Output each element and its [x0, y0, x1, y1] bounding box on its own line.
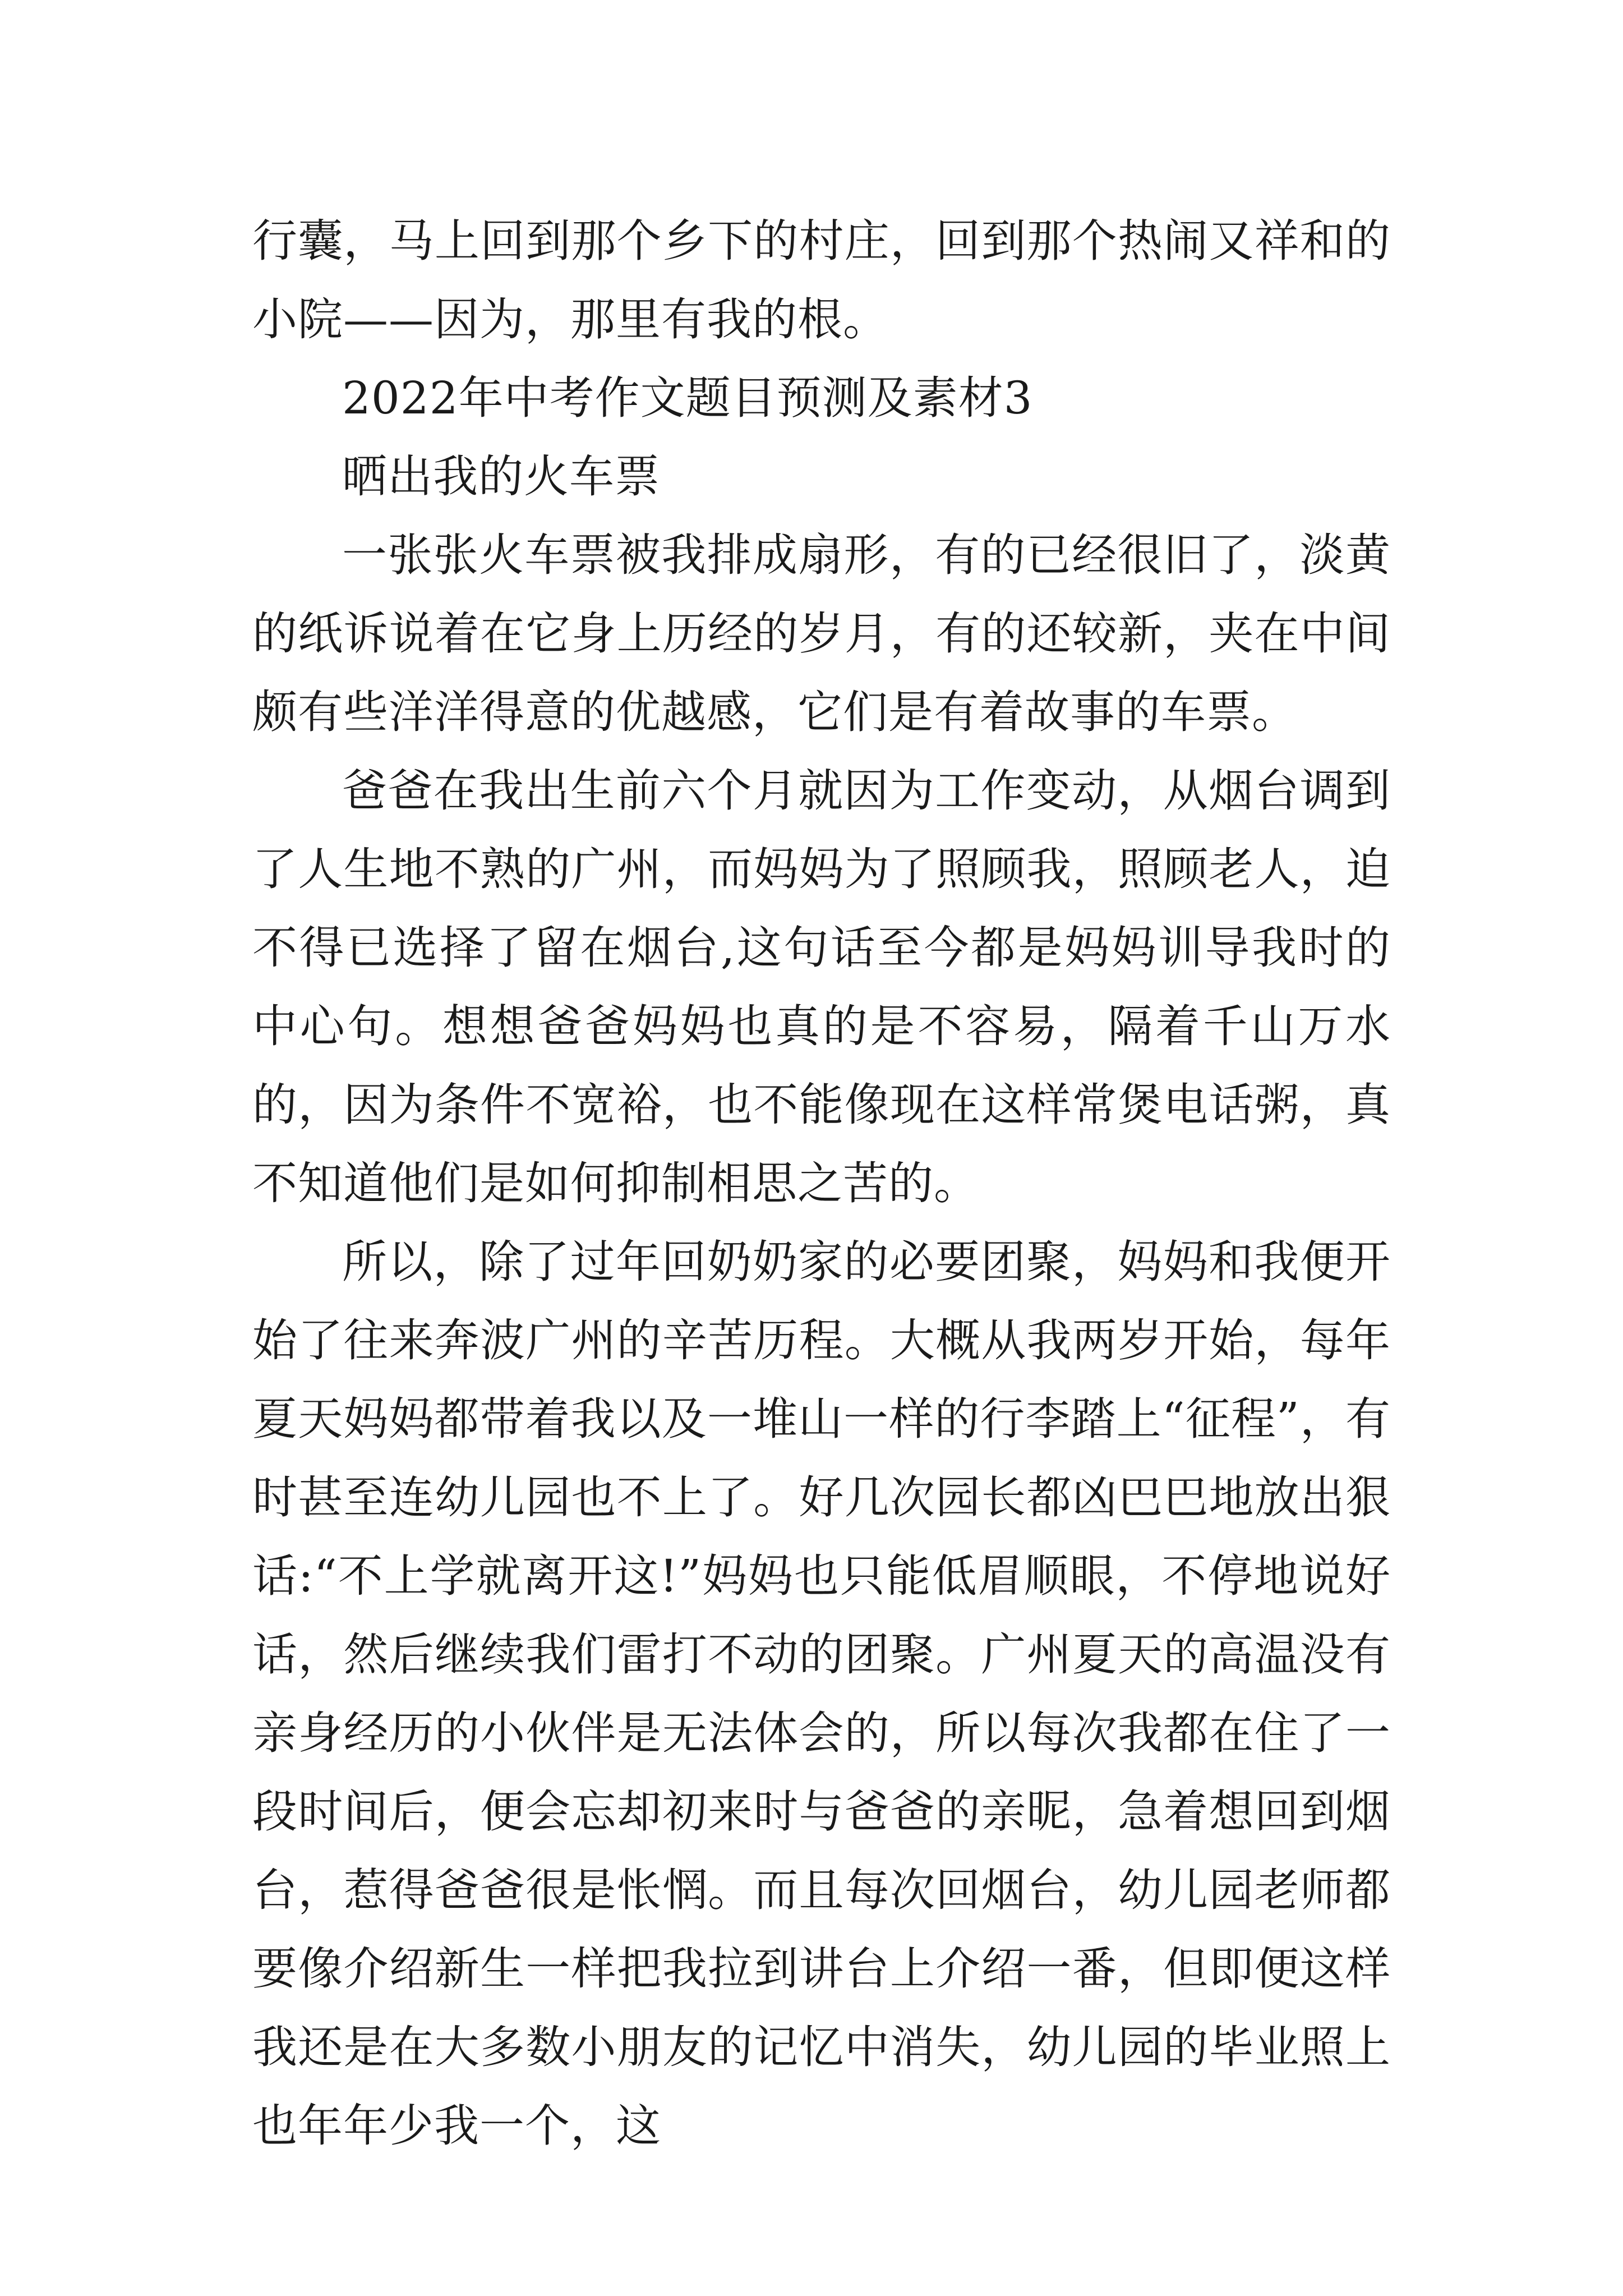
essay-title: 晒出我的火车票	[342, 450, 660, 503]
paragraph: 一张张火车票被我排成扇形，有的已经很旧了，淡黄的纸诉说着在它身上历经的岁月，有的还较新，夹在中间颇有些洋洋得意的优越感，它们是有着故事的车票。	[252, 529, 1391, 738]
section-heading: 2022年中考作文题目预测及素材3	[342, 372, 1033, 424]
paragraph: 爸爸在我出生前六个月就因为工作变动，从烟台调到了人生地不熟的广州，而妈妈为了照顾我，照顾老人，迫不得已选择了留在烟台,这句话至今都是妈妈训导我时的中心句。想想爸爸妈妈也真的是不容易，隔着千山万水的，因为条件不宽裕，也不能像现在这样常煲电话粥，真不知道他们是如何抑制相思之苦的。	[252, 765, 1391, 1209]
paragraph: 所以，除了过年回奶奶家的必要团聚，妈妈和我便开始了往来奔波广州的辛苦历程。大概从我两岁开始，每年夏天妈妈都带着我以及一堆山一样的行李踏上“征程”，有时甚至连幼儿园也不上了。好几次园长都凶巴巴地放出狠话:“不上学就离开这!”妈妈也只能低眉顺眼，不停地说好话，然后继续我们雷打不动的团聚。广州夏天的高温没有亲身经历的小伙伴是无法体会的，所以每次我都在住了一段时间后，便会忘却初来时与爸爸的亲昵，急着想回到烟台，惹得爸爸很是怅惘。而且每次回烟台，幼儿园老师都要像介绍新生一样把我拉到讲台上介绍一番，但即便这样我还是在大多数小朋友的记忆中消失，幼儿园的毕业照上也年年少我一个，这	[252, 1236, 1391, 2152]
document-body	[252, 202, 1391, 2165]
paragraph-continuation: 行囊，马上回到那个乡下的村庄，回到那个热闹又祥和的小院——因为，那里有我的根。	[252, 215, 1391, 346]
